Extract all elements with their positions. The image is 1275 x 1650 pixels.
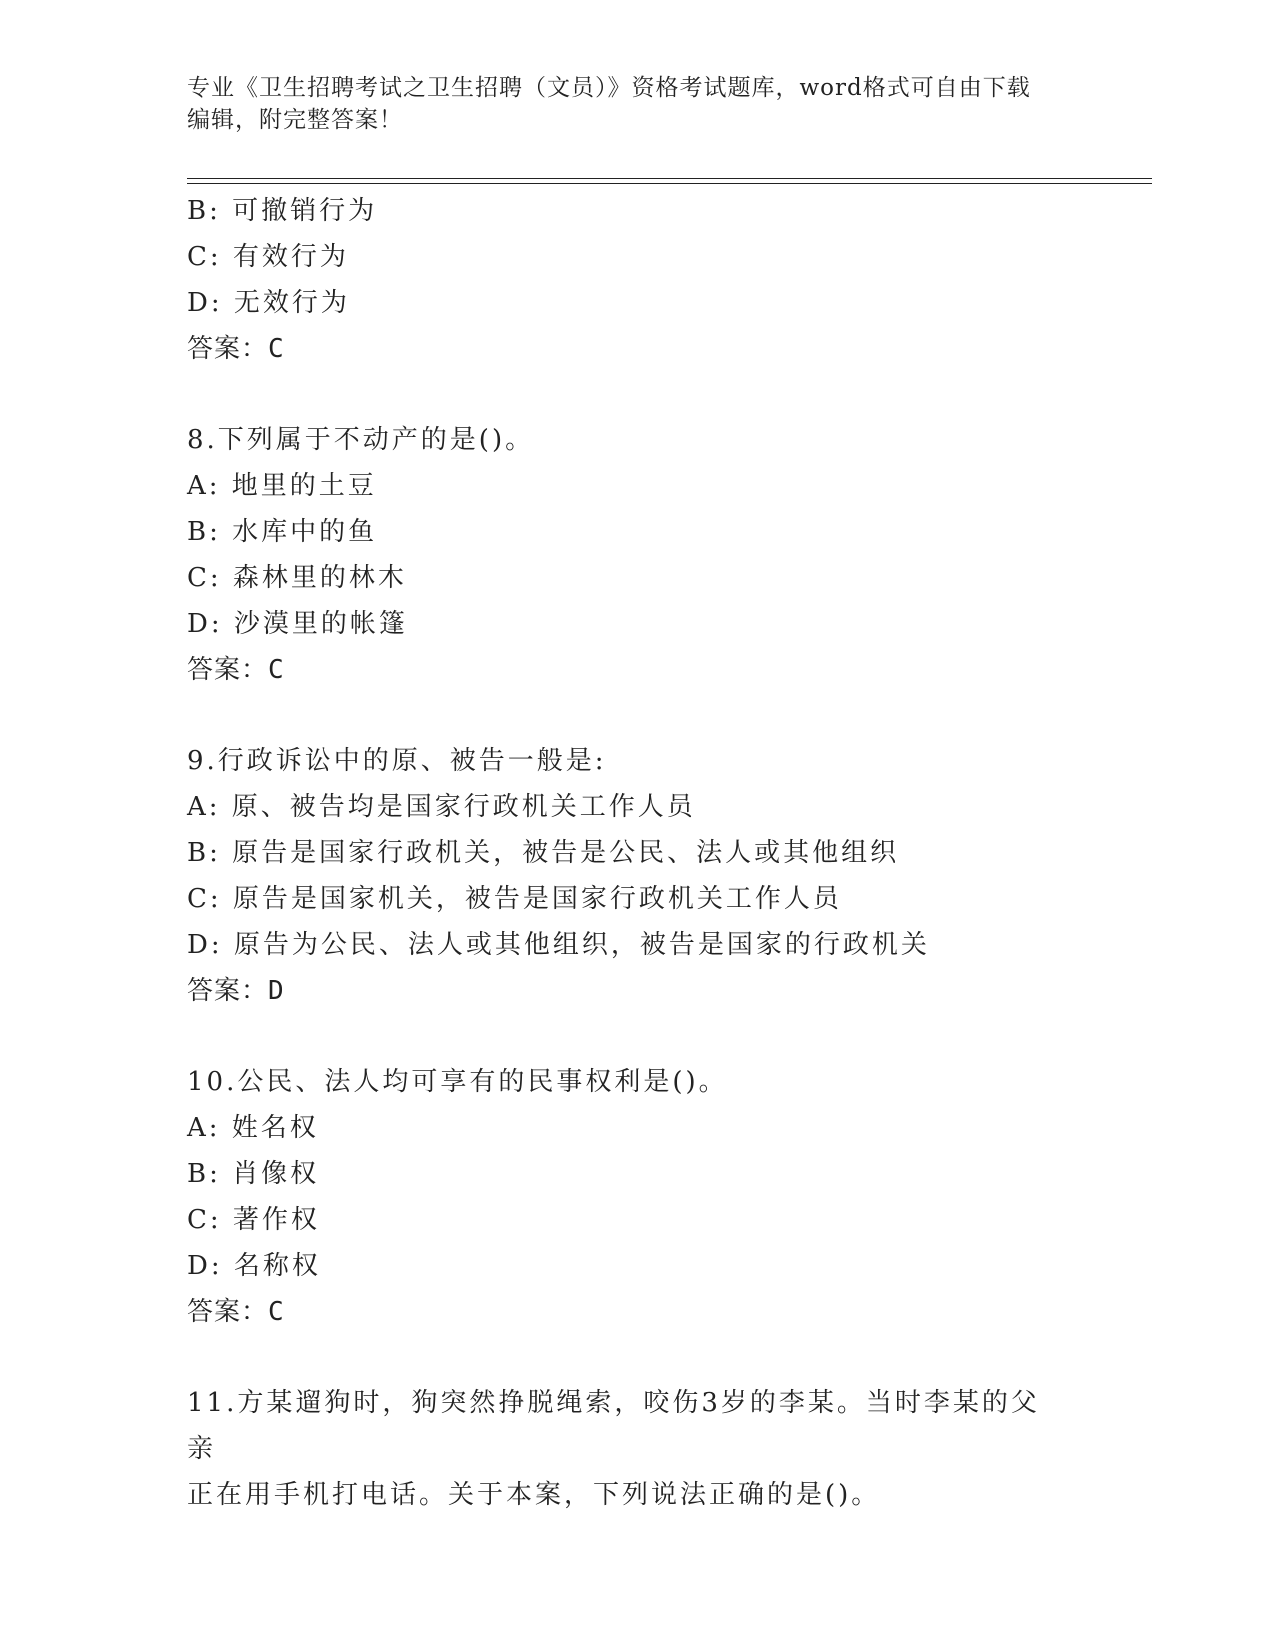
header-line-2: 编辑，附完整答案！ — [187, 107, 403, 133]
option-b: B: 水库中的鱼 — [187, 517, 378, 547]
question-7-continued — [187, 188, 1087, 372]
answer-line: 答案：D — [187, 976, 285, 1006]
option-c: C: 原告是国家机关，被告是国家行政机关工作人员 — [187, 884, 842, 914]
question-text: 8.下列属于不动产的是()。 — [187, 425, 535, 455]
option-a: A: 地里的土豆 — [187, 471, 377, 501]
question-text: 9.行政诉讼中的原、被告一般是: — [187, 746, 607, 776]
option-a: A: 姓名权 — [187, 1113, 319, 1143]
header-divider-top — [187, 178, 1152, 179]
question-9 — [187, 738, 1087, 1014]
question-10 — [187, 1059, 1087, 1335]
option-c: C: 有效行为 — [187, 242, 349, 272]
answer-line: 答案：C — [187, 1297, 285, 1327]
question-11 — [187, 1380, 1067, 1518]
option-d: D: 原告为公民、法人或其他组织，被告是国家的行政机关 — [187, 930, 930, 960]
option-d: D: 名称权 — [187, 1251, 321, 1281]
question-text: 10.公民、法人均可享有的民事权利是()。 — [187, 1067, 728, 1097]
header-line-1: 专业《卫生招聘考试之卫生招聘（文员）》资格考试题库，word格式可自由下载 — [187, 75, 1031, 101]
option-a: A: 原、被告均是国家行政机关工作人员 — [187, 792, 696, 822]
answer-line: 答案：C — [187, 655, 285, 685]
question-text-line-2: 正在用手机打电话。关于本案，下列说法正确的是()。 — [187, 1480, 881, 1510]
header-divider-bottom — [187, 183, 1152, 184]
question-list — [187, 188, 1087, 1518]
option-b: B: 原告是国家行政机关，被告是公民、法人或其他组织 — [187, 838, 900, 868]
option-b: B: 可撤销行为 — [187, 196, 378, 226]
question-8 — [187, 417, 1087, 693]
document-header — [187, 72, 1067, 136]
option-d: D: 沙漠里的帐篷 — [187, 609, 408, 639]
option-c: C: 著作权 — [187, 1205, 320, 1235]
option-c: C: 森林里的林木 — [187, 563, 407, 593]
option-d: D: 无效行为 — [187, 288, 350, 318]
question-text-line-1: 11.方某遛狗时，狗突然挣脱绳索，咬伤3岁的李某。当时李某的父亲 — [187, 1388, 1040, 1464]
answer-line: 答案：C — [187, 334, 285, 364]
option-b: B: 肖像权 — [187, 1159, 320, 1189]
